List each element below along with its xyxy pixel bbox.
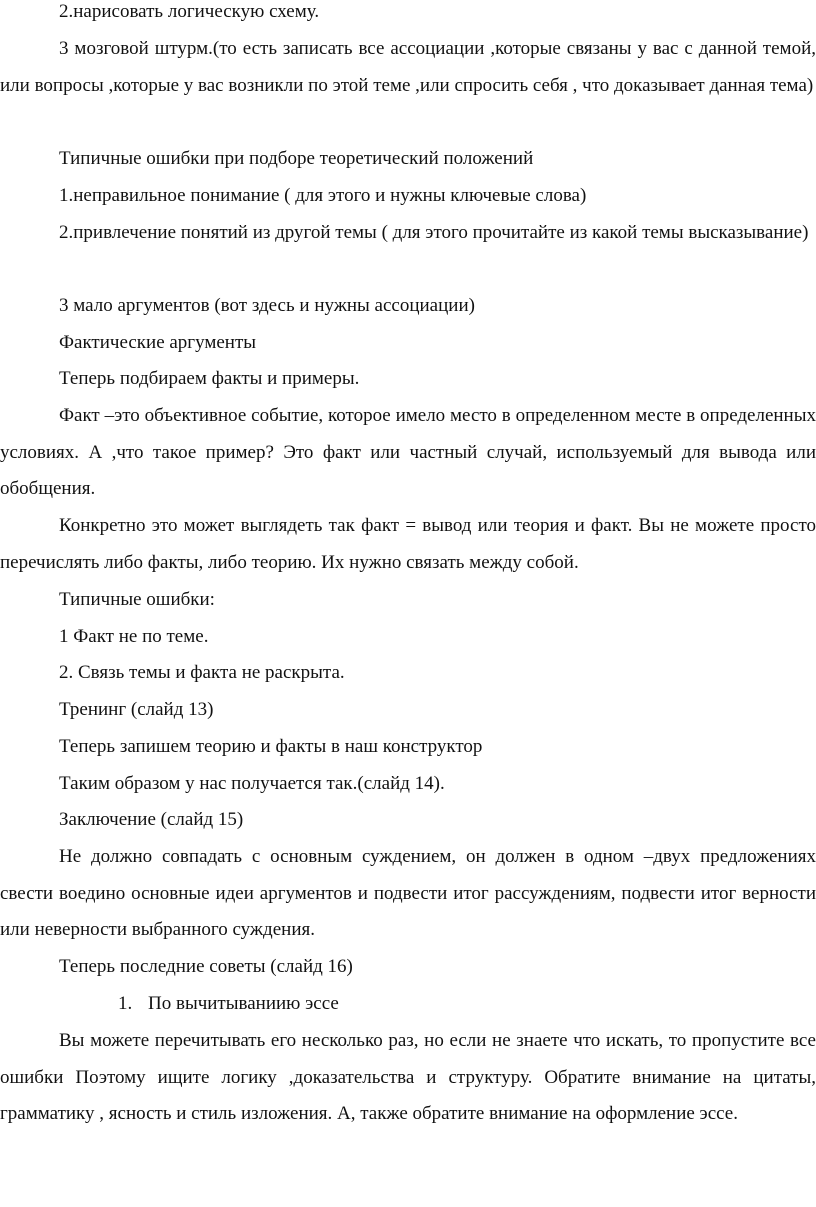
paragraph-slide-14: Таким образом у нас получается так.(слайд 14). xyxy=(59,773,445,794)
paragraph-write-theory: Теперь запишем теорию и факты в наш конструктор xyxy=(59,736,483,757)
list-item-number: 1. xyxy=(118,993,133,1014)
paragraph-fact-definition: Факт –это объективное событие, которое имело место в определенном месте в определенных условиях. А ,что такое пример? Это факт или частный случай, используемый для вывода или обобщения. xyxy=(0,405,816,500)
paragraph-factual-arguments: Фактические аргументы xyxy=(59,332,257,353)
paragraph-fact-off-topic: 1 Факт не по теме. xyxy=(59,626,209,647)
paragraph-last-tips-slide-16: Теперь последние советы (слайд 16) xyxy=(59,956,353,977)
paragraph-conclusion-slide-15: Заключение (слайд 15) xyxy=(59,809,244,830)
paragraph-error-3: 3 мало аргументов (вот здесь и нужны ассоциации) xyxy=(59,295,475,316)
list-item-proofreading xyxy=(0,986,816,1023)
paragraph-conclusion-text: Не должно совпадать с основным суждением, он должен в одном –двух предложениях свести воедино основные идеи аргументов и подвести итог рассуждениям, подвести итог верности или неверности выбранного суждения. xyxy=(0,846,816,941)
list-item-text: По вычитываниию эссе xyxy=(148,993,339,1014)
paragraph-error-2: 2.привлечение понятий из другой темы ( для этого прочитайте из какой темы высказывание) xyxy=(59,222,809,243)
paragraph-link-not-revealed: 2. Связь темы и факта не раскрыта. xyxy=(59,662,345,683)
paragraph-concretely: Конкретно это может выглядеть так факт = вывод или теория и факт. Вы не можете просто перечислять либо факты, либо теорию. Их нужно связать между собой. xyxy=(0,515,816,573)
paragraph-error-1: 1.неправильное понимание ( для этого и нужны ключевые слова) xyxy=(59,185,587,206)
paragraph-typical-errors-heading: Типичные ошибки при подборе теоретический положений xyxy=(59,148,534,169)
paragraph-typical-errors-2: Типичные ошибки: xyxy=(59,589,215,610)
paragraph-facts-examples: Теперь подбираем факты и примеры. xyxy=(59,368,360,389)
paragraph-step-3: 3 мозговой штурм.(то есть записать все ассоциации ,которые связаны у вас с данной темой, или вопросы ,которые у вас возникли по этой теме ,или спросить себя , что доказывает данная тема) xyxy=(0,38,816,96)
paragraph-reread-advice: Вы можете перечитывать его несколько раз, но если не знаете что искать, то пропустите все ошибки Поэтому ищите логику ,доказательства и структуру. Обратите внимание на цитаты, грамматику , ясность и стиль изложения. А, также обратите внимание на оформление эссе. xyxy=(0,1030,816,1125)
paragraph-step-2: 2.нарисовать логическую схему. xyxy=(59,1,320,22)
paragraph-training-slide-13: Тренинг (слайд 13) xyxy=(59,699,214,720)
